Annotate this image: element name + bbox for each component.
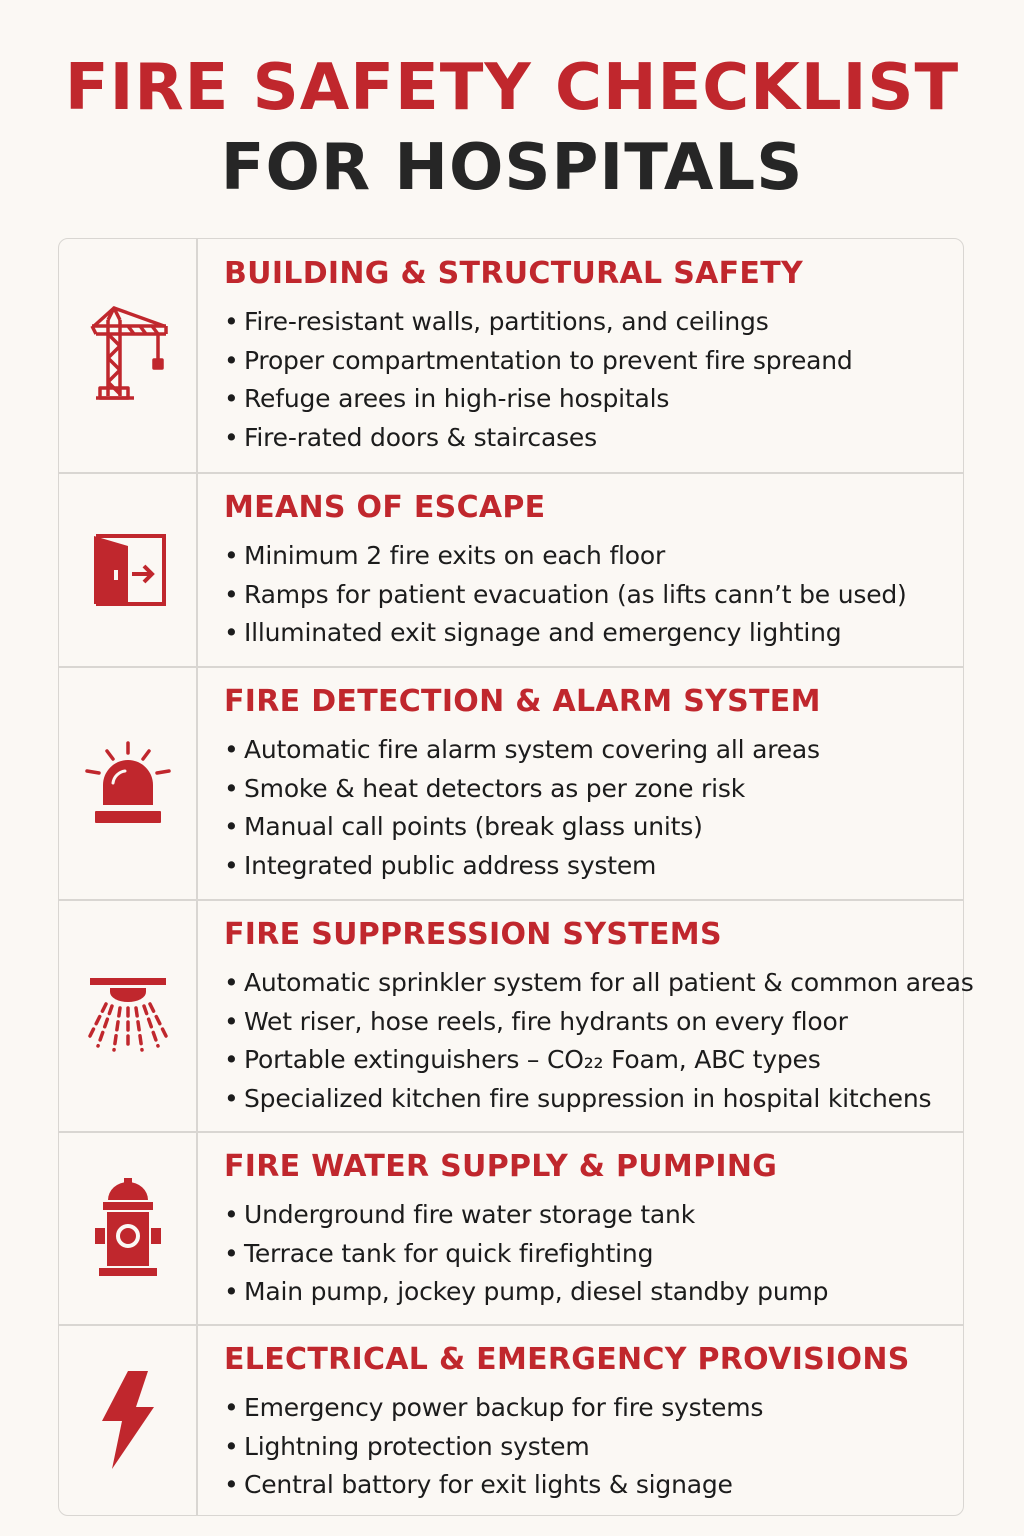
- section-heading: MEANS OF ESCAPE: [224, 490, 546, 525]
- list-item: • Fire-resistant walls, partitions, and ceilings: [224, 303, 963, 342]
- list-item: • Underground fire water storage tank: [224, 1196, 963, 1235]
- list-item: • Main pump, jockey pump, diesel standby pump: [224, 1273, 963, 1312]
- section-building-structural-safety: [59, 239, 963, 472]
- section-heading: ELECTRICAL & EMERGENCY PROVISIONS: [224, 1342, 910, 1377]
- sprinkler-icon: [59, 900, 196, 1131]
- checklist-items: [224, 1196, 963, 1312]
- checklist-items: [224, 1389, 963, 1505]
- list-item: • Minimum 2 fire exits on each floor: [224, 537, 963, 576]
- section-fire-detection-alarm: [59, 667, 963, 899]
- list-item: • Lightning protection system: [224, 1428, 963, 1467]
- fire-hydrant-icon: [59, 1132, 196, 1324]
- list-item: • Terrace tank for quick firefighting: [224, 1235, 963, 1274]
- section-electrical-emergency: [59, 1325, 963, 1515]
- lightning-bolt-icon: [59, 1325, 196, 1515]
- page-subtitle: FOR HOSPITALS: [220, 131, 804, 205]
- alarm-siren-icon: [59, 667, 196, 899]
- list-item: • Emergency power backup for fire systems: [224, 1389, 963, 1428]
- list-item: • Portable extinguishers – CO₂₂ Foam, ABC types: [224, 1041, 963, 1080]
- checklist-items: [224, 303, 963, 458]
- list-item: • Central battory for exit lights & signage: [224, 1466, 963, 1505]
- list-item: • Illuminated exit signage and emergency lighting: [224, 614, 963, 653]
- list-item: • Automatic fire alarm system covering all areas: [224, 731, 963, 770]
- section-heading: FIRE DETECTION & ALARM SYSTEM: [224, 684, 821, 719]
- section-means-of-escape: [59, 473, 963, 666]
- section-fire-suppression: [59, 900, 974, 1131]
- list-item: • Fire-rated doors & staircases: [224, 419, 963, 458]
- page-title: FIRE SAFETY CHECKLIST: [64, 51, 960, 125]
- list-item: • Integrated public address system: [224, 847, 963, 886]
- checklist-items: [224, 731, 963, 886]
- list-item: • Wet riser, hose reels, fire hydrants on every floor: [224, 1003, 963, 1042]
- section-heading: FIRE WATER SUPPLY & PUMPING: [224, 1149, 778, 1184]
- list-item: • Manual call points (break glass units): [224, 808, 963, 847]
- section-heading: BUILDING & STRUCTURAL SAFETY: [224, 256, 804, 291]
- checklist-card: [58, 238, 974, 1516]
- list-item: • Refuge arees in high-rise hospitals: [224, 380, 963, 419]
- list-item: • Smoke & heat detectors as per zone risk: [224, 770, 963, 809]
- checklist-items: [224, 964, 974, 1119]
- exit-door-icon: [59, 473, 196, 666]
- list-item: • Ramps for patient evacuation (as lifts cann’t be used): [224, 576, 963, 615]
- list-item: • Specialized kitchen fire suppression in hospital kitchens: [224, 1080, 963, 1119]
- section-heading: FIRE SUPPRESSION SYSTEMS: [224, 917, 722, 952]
- checklist-items: [224, 537, 963, 653]
- section-fire-water-supply: [59, 1132, 963, 1324]
- list-item: • Automatic sprinkler system for all patient & common areas: [224, 964, 963, 1003]
- crane-icon: [59, 239, 196, 472]
- list-item: • Proper compartmentation to prevent fire spreand: [224, 342, 963, 381]
